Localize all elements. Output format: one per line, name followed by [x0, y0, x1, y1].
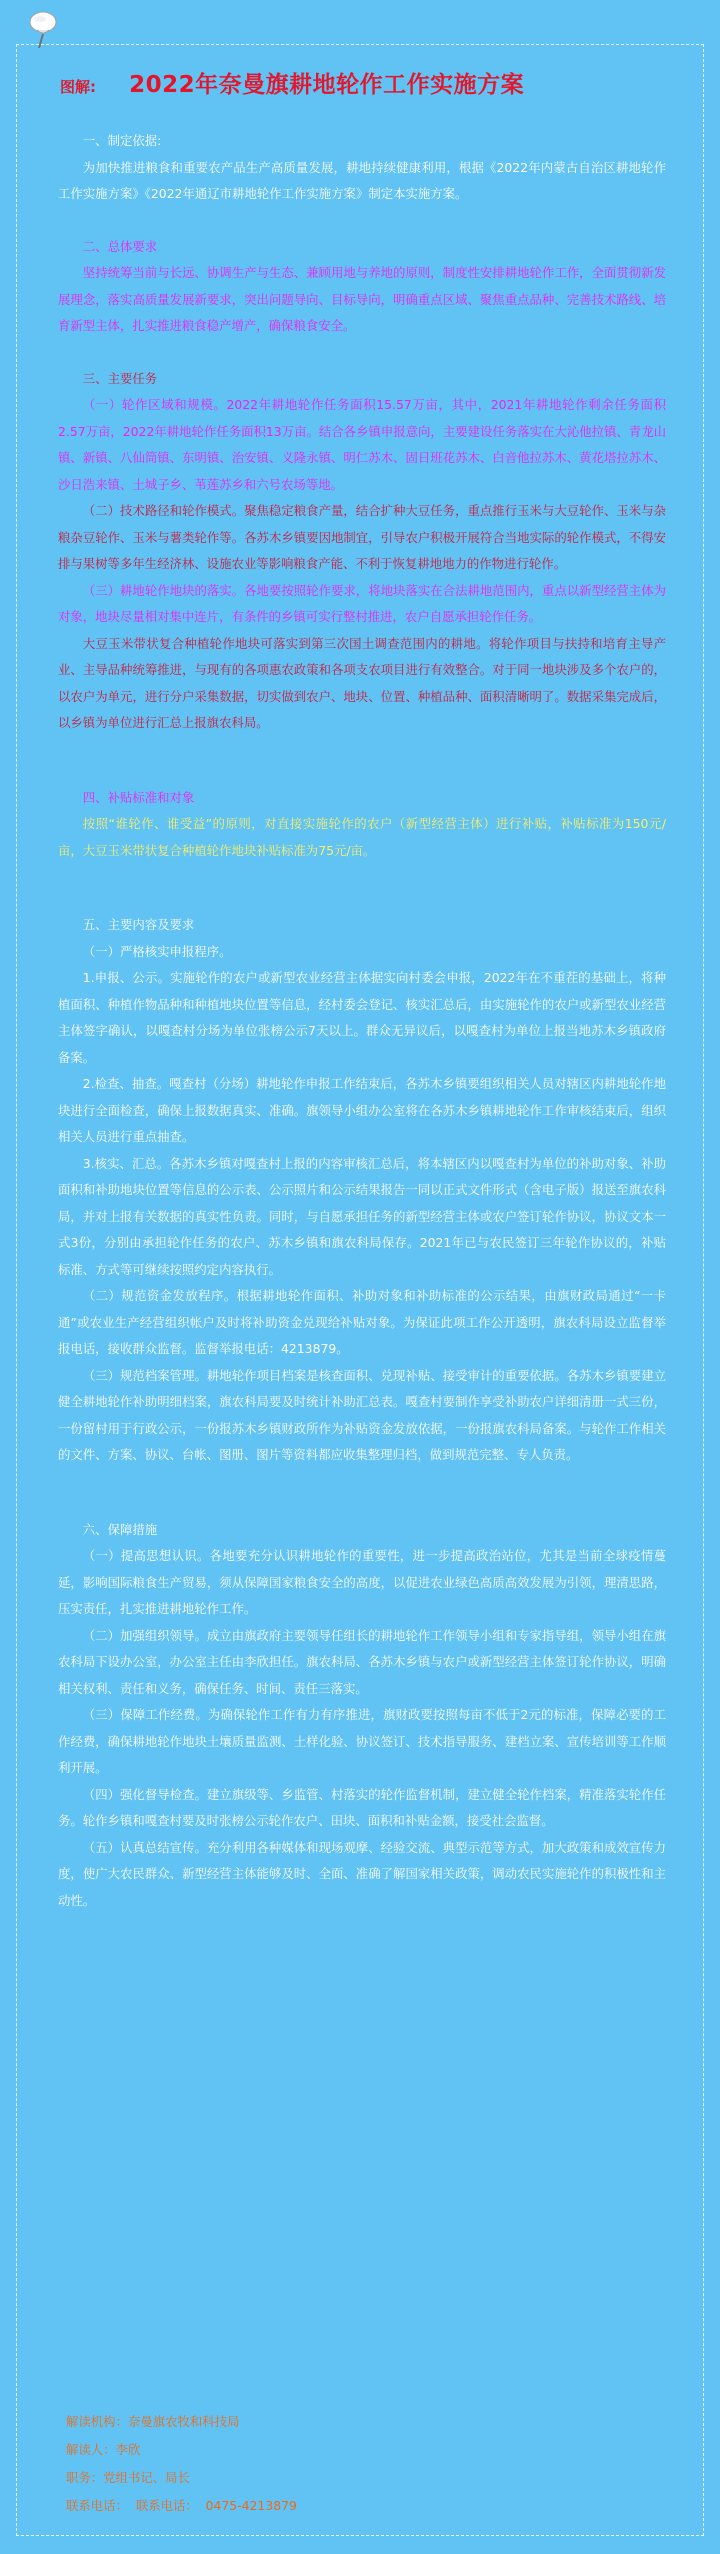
- title-lead: 图解:: [60, 78, 96, 96]
- section-2-heading: 二、总体要求: [82, 238, 158, 254]
- section-6-paragraph-3: （三）保障工作经费。为确保轮作工作有力有序推进，旗财政要按照每亩不低于2元的标准，保障必要的工作经费，确保耕地轮作地块土壤质量监测、土样化验、协议签订、技术指导服务、建档立案、宣传培训等工作顺利开展。: [58, 1707, 666, 1775]
- section-5-subheading: （一）严格核实申报程序。: [82, 943, 232, 959]
- section-5-paragraph-1: 1.申报、公示。实施轮作的农户或新型农业经营主体据实向村委会申报，2022年在不重茬的基础上，将种植面积、种植作物品种和种植地块位置等信息，经村委会登记、核实汇总后，由实施轮作的农户或新型农业经营主体签字确认，以嘎查村分场为单位张榜公示7天以上。群众无异议后，以嘎查村为单位上报当地苏木乡镇政府备案。: [58, 970, 666, 1065]
- contact-position: 职务：党组书记、局长: [66, 2470, 190, 2485]
- section-2-body: 坚持统筹当前与长远、协调生产与生态、兼顾用地与养地的原则，制度性安排耕地轮作工作，全面贯彻新发展理念，落实高质量发展新要求，突出问题导向、目标导向，明确重点区域、聚焦重点品种、完善技术路线、培育新型主体，扎实推进粮食稳产增产，确保粮食安全。: [58, 265, 666, 333]
- section-4-heading: 四、补贴标准和对象: [82, 789, 195, 805]
- section-6-paragraph-4: （四）强化督导检查。建立旗级等、乡监管、村落实的轮作监督机制，建立健全轮作档案，精准落实轮作任务。轮作乡镇和嘎查村要及时张榜公示轮作农户、田块、面积和补贴金额，接受社会监督。: [58, 1786, 666, 1828]
- section-5-paragraph-3: 3.核实、汇总。各苏木乡镇对嘎查村上报的内容审核汇总后，将本辖区内以嘎查村为单位的补助对象、补助面积和补助地块位置等信息的公示表、公示照片和公示结果报告一同以正式文件形式（含电子版）报送至旗农科局，并对上报有关数据的真实性负责。同时，与自愿承担任务的新型经营主体或农户签订轮作协议，协议文本一式3份，分别由承担轮作任务的农户、苏木乡镇和旗农科局保存。2021年已与农民签订三年轮作协议的，补贴标准、方式等可继续按照约定内容执行。: [58, 1155, 666, 1277]
- section-6-paragraph-5: （五）认真总结宣传。充分利用各种媒体和现场观摩、经验交流、典型示范等方式，加大政策和成效宣传力度，使广大农民群众、新型经营主体能够及时、全面、准确了解国家相关政策，调动农民实施轮作的积极性和主动性。: [58, 1839, 666, 1908]
- document-body: [58, 128, 666, 1914]
- section-5-paragraph-2: 2.检查、抽查。嘎查村（分场）耕地轮作申报工作结束后，各苏木乡镇要组织相关人员对辖区内耕地轮作地块进行全面检查，确保上报数据真实、准确。旗领导小组办公室将在各苏木乡镇耕地轮作工作审核结束后，组织相关人员进行重点抽查。: [58, 1076, 666, 1144]
- contact-org: 解读机构：奈曼旗农牧和科技局: [66, 2414, 240, 2429]
- section-1-body: 为加快推进粮食和重要农产品生产高质量发展，耕地持续健康利用，根据《2022年内蒙古自治区耕地轮作工作实施方案》《2022年通辽市耕地轮作工作实施方案》制定本实施方案。: [58, 159, 666, 201]
- section-5-paragraph-5: （三）规范档案管理。耕地轮作项目档案是核查面积、兑现补贴、接受审计的重要依据。各苏木乡镇要建立健全耕地轮作补助明细档案，旗农科局要及时统计补助汇总表。嘎查村要制作享受补助农户详细清册一式三份，一份留村用于行政公示，一份报苏木乡镇财政所作为补贴资金发放依据，一份报旗农科局备案。与轮作工作相关的文件、方案、协议、台帐、图册、图片等资料都应收集整理归档，做到规范完整、专人负责。: [58, 1367, 666, 1462]
- contact-person: 解读人：李欣: [66, 2442, 141, 2457]
- contact-block: [66, 2408, 626, 2520]
- section-3-paragraph-3a: （三）耕地轮作地块的落实。各地要按照轮作要求，将地块落实在合法耕地范围内，重点以新型经营主体为对象，地块尽量相对集中连片，有条件的乡镇可实行整村推进，农户自愿承担轮作任务。: [58, 582, 666, 624]
- section-1-heading: 一、制定依据:: [82, 133, 162, 148]
- section-3-paragraph-1: （一）轮作区域和规模。2022年耕地轮作任务面积15.57万亩，其中，2021年耕地轮作剩余任务面积2.57万亩，2022年耕地轮作任务面积13万亩。结合各乡镇申报意向，主要建设任务落实在大沁他拉镇、青龙山镇、新镇、八仙筒镇、东明镇、治安镇、义隆永镇、明仁苏木、固日班花苏木、白音他拉苏木、黄花塔拉苏木、沙日浩来镇、土城子乡、苇莲苏乡和六号农场等地。: [58, 397, 666, 492]
- section-3-paragraph-3b: 大豆玉米带状复合种植轮作地块可落实到第三次国土调查范围内的耕地。将轮作项目与扶持和培育主导产业、主导品种统筹推进，与现有的各项惠农政策和各项支农项目进行有效整合。对于同一地块涉及多个农户的，以农户为单元，进行分户采集数据，切实做到农户、地块、位置、种植品种、面积清晰明了。数据采集完成后，以乡镇为单位进行汇总上报旗农科局。: [58, 635, 666, 730]
- section-6-paragraph-1: （一）提高思想认识。各地要充分认识耕地轮作的重要性，进一步提高政治站位，尤其是当前全球疫情蔓延，影响国际粮食生产贸易，须从保障国家粮食安全的高度，以促进农业绿色高质高效发展为引领，理清思路，压实责任，扎实推进耕地轮作工作。: [58, 1548, 666, 1616]
- section-3-paragraph-2: （二）技术路径和轮作模式。聚焦稳定粮食产量，结合扩种大豆任务，重点推行玉米与大豆轮作、玉米与杂粮杂豆轮作、玉米与薯类轮作等。各苏木乡镇要因地制宜，引导农户积极开展符合当地实际的轮作模式，不得安排与果树等多年生经济林、设施农业等影响粮食产能、不利于恢复耕地地力的作物进行轮作。: [58, 503, 666, 571]
- section-3-heading: 三、主要任务: [82, 370, 158, 386]
- section-5-heading: 五、主要内容及要求: [82, 917, 195, 932]
- section-5-paragraph-4: （二）规范资金发放程序。根据耕地轮作面积、补助对象和补助标准的公示结果，由旗财政局通过“一卡通”或农业生产经营组织帐户及时将补助资金兑现给补贴对象。为保证此项工作公开透明，旗农科局设立监督举报电话，接收群众监督。监督举报电话：4213879。: [58, 1288, 666, 1356]
- section-6-heading: 六、保障措施: [82, 1521, 158, 1537]
- section-4-body: 按照“谁轮作、谁受益”的原则，对直接实施轮作的农户（新型经营主体）进行补贴，补贴标准为150元/亩，大豆玉米带状复合种植轮作地块补贴标准为75元/亩。: [58, 816, 666, 858]
- page-title: 2022年奈曼旗耕地轮作工作实施方案: [129, 72, 525, 98]
- section-6-paragraph-2: （二）加强组织领导。成立由旗政府主要领导任组长的耕地轮作工作领导小组和专家指导组，领导小组在旗农科局下设办公室，办公室主任由李欣担任。旗农科局、各苏木乡镇与农户或新型经营主体签订轮作协议，明确相关权利、责任和义务，确保任务、时间、责任三落实。: [58, 1627, 666, 1696]
- contact-phone: 联系电话： 联系电话： 0475-4213879: [66, 2498, 297, 2513]
- title-row: [60, 66, 680, 100]
